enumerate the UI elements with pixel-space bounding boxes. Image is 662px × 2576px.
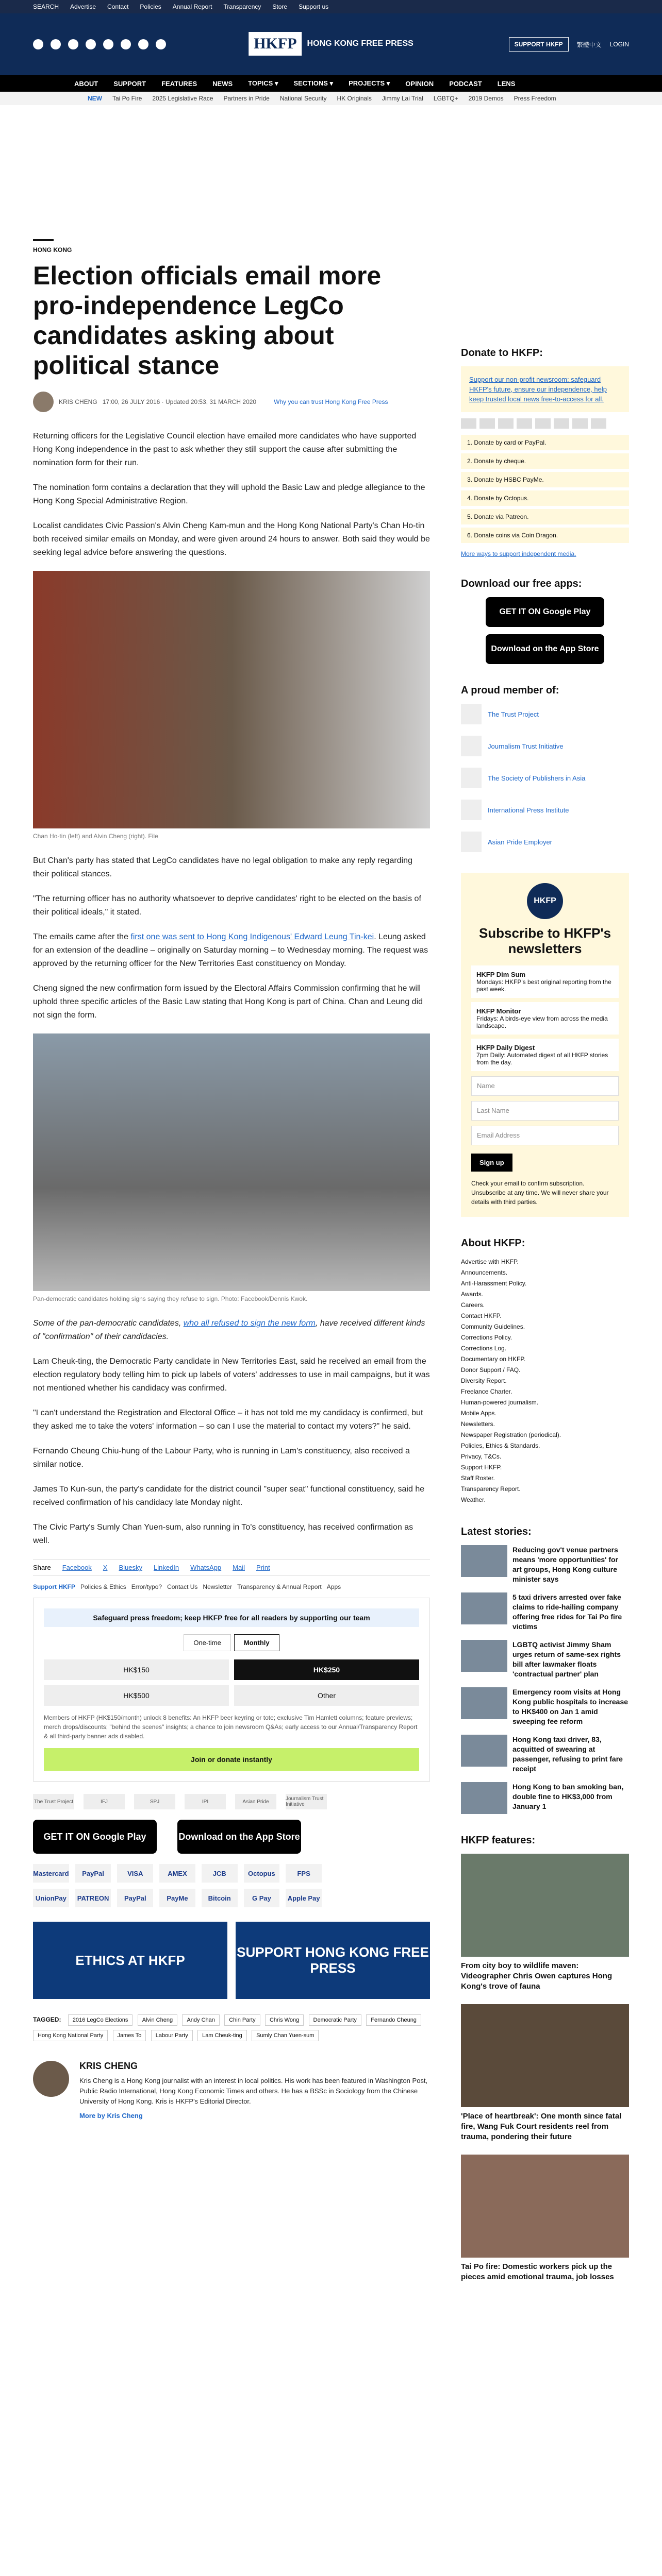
trending-link[interactable]: 2025 Legislative Race: [152, 95, 213, 102]
option-desc: Fridays: A birds-eye view from across the media landscape.: [476, 1015, 608, 1029]
share-mail[interactable]: Mail: [233, 1564, 245, 1571]
amount-option[interactable]: HK$500: [44, 1685, 229, 1706]
about-link[interactable]: Transparency Report.: [461, 1485, 521, 1493]
share-x[interactable]: X: [103, 1564, 108, 1571]
language-switch[interactable]: 繁體中文: [576, 41, 602, 48]
author-name[interactable]: KRIS CHENG: [59, 398, 97, 405]
latest-title: Latest stories:: [461, 1526, 532, 1537]
share-print[interactable]: Print: [256, 1564, 270, 1571]
about-link[interactable]: Support HKFP.: [461, 1464, 502, 1471]
paragraph: James To Kun-sun, the party's candidate for the district council "super seat" functional constituency, said he received confirmation of his candidacy late Monday night.: [33, 1485, 425, 1507]
newsletter-option[interactable]: [471, 1002, 619, 1035]
name-input[interactable]: Name: [471, 1076, 619, 1096]
feature-image: [461, 2004, 629, 2107]
member-name: International Press Institute: [488, 806, 569, 814]
payment-logo: Apple Pay: [286, 1889, 322, 1907]
trust-link[interactable]: Why you can trust Hong Kong Free Press: [274, 398, 388, 405]
member-logo[interactable]: [461, 768, 629, 788]
nav-news[interactable]: NEWS: [212, 79, 233, 88]
card-logos: [461, 418, 629, 429]
about-link[interactable]: Contact HKFP.: [461, 1312, 502, 1319]
paragraph: Localist candidates Civic Passion's Alvin Cheng Kam-mun and the Hong Kong National Party's Chan Ho-tin both received similar emails on Monday, and were given around 24 hours to answer. Both said they would be seeking legal advice before answering the questions.: [33, 521, 430, 557]
new-label: NEW: [88, 95, 102, 102]
story-headline: Hong Kong to ban smoking ban, double fine to HK$3,000 from January 1: [512, 1783, 624, 1810]
trending-link[interactable]: Jimmy Lai Trial: [382, 95, 423, 102]
support-links: [33, 1583, 430, 1590]
member-icon: [461, 768, 482, 788]
policies-link[interactable]: Policies: [140, 3, 161, 10]
header-actions: [509, 37, 629, 52]
support-link[interactable]: Transparency & Annual Report: [237, 1583, 322, 1590]
x-icon[interactable]: [51, 39, 61, 49]
partner-logo[interactable]: Asian Pride: [235, 1794, 276, 1809]
latest-story[interactable]: [461, 1640, 629, 1679]
member-title: A proud member of:: [461, 685, 559, 696]
support-link[interactable]: Newsletter: [203, 1583, 233, 1590]
payment-logo: AMEX: [159, 1864, 195, 1883]
advertise-link[interactable]: Advertise: [70, 3, 96, 10]
partner-logo[interactable]: SPJ: [134, 1794, 175, 1809]
site-logo[interactable]: [249, 32, 413, 56]
amount-option-selected[interactable]: HK$250: [234, 1659, 419, 1680]
nav-support[interactable]: SUPPORT: [113, 79, 146, 88]
newsletter-title: Subscribe to HKFP's newsletters: [478, 925, 611, 956]
google-play-badge[interactable]: GET IT ON Google Play: [33, 1820, 157, 1854]
payment-logo: PATREON: [75, 1889, 111, 1907]
newsletter-option[interactable]: [471, 965, 619, 998]
story-thumbnail: [461, 1687, 507, 1719]
support-link[interactable]: Support HKFP: [33, 1583, 75, 1590]
trending-link[interactable]: Press Freedom: [514, 95, 556, 102]
about-link[interactable]: Anti-Harassment Policy.: [461, 1280, 527, 1287]
email-input[interactable]: Email Address: [471, 1126, 619, 1145]
app-store-badge[interactable]: Download on the App Store: [486, 634, 604, 664]
member-logo[interactable]: [461, 704, 629, 724]
tag-list: [33, 2014, 430, 2045]
author-box: [33, 2061, 430, 2120]
share-bar: [33, 1559, 430, 1576]
paragraph: Cheng signed the new confirmation form issued by the Electoral Affairs Commission confirming that he will uphold three specific articles of the Basic Law stating that Hong Kong is part of China. Chan and Leung did not sign the form.: [33, 984, 423, 1020]
story-thumbnail: [461, 1592, 507, 1624]
partner-logo[interactable]: The Trust Project: [33, 1794, 74, 1809]
ethics-video[interactable]: ETHICS AT HKFP: [33, 1922, 227, 1999]
about-link[interactable]: Documentary on HKFP.: [461, 1355, 526, 1363]
member-name: The Society of Publishers in Asia: [488, 774, 586, 782]
latest-story[interactable]: [461, 1735, 629, 1774]
latest-story[interactable]: [461, 1782, 629, 1814]
payment-logo: G Pay: [244, 1889, 280, 1907]
member-logo[interactable]: [461, 800, 629, 820]
member-icon: [461, 736, 482, 756]
article-photo-1: [33, 571, 430, 828]
inline-link[interactable]: who all refused to sign the new form: [183, 1319, 316, 1328]
support-link[interactable]: Contact Us: [167, 1583, 198, 1590]
card-icon: [554, 418, 569, 429]
share-label: Share: [33, 1564, 51, 1571]
amount-option-other[interactable]: Other: [234, 1685, 419, 1706]
transparency-link[interactable]: Transparency: [223, 3, 261, 10]
partner-logo[interactable]: Journalism Trust Initiative: [286, 1794, 327, 1809]
card-icon: [535, 418, 551, 429]
tag[interactable]: Fernando Cheung: [366, 2014, 421, 2026]
card-icon: [517, 418, 532, 429]
newsletter-option[interactable]: [471, 1039, 619, 1071]
one-time-button[interactable]: One-time: [184, 1634, 230, 1651]
option-desc: Mondays: HKFP's best original reporting from the past week.: [476, 978, 611, 993]
feature-headline: 'Place of heartbreak': One month since fatal fire, Wang Fuk Court residents reel from trauma, pondering their future: [461, 2112, 622, 2141]
story-thumbnail: [461, 1735, 507, 1767]
facebook-icon[interactable]: [33, 39, 43, 49]
paragraph-text: . Leung asked for an extension of the deadline – originally on Saturday morning – to Wednesday morning. The request was approved by the returning officer for the New Territories East constituency on Monday.: [33, 933, 428, 968]
member-icon: [461, 832, 482, 852]
about-link[interactable]: Mobile Apps.: [461, 1410, 496, 1417]
paragraph: Lam Cheuk-ting, the Democratic Party candidate in New Territories East, said he received an email from the election regulatory body telling him to pick up labels of voters' addresses to use in mail campaigns, but it was not mentioned whether his candidacy was confirmed.: [33, 1357, 430, 1393]
payment-logo: VISA: [117, 1864, 153, 1883]
frequency-toggle: [44, 1634, 419, 1651]
author-bio: Kris Cheng is a Hong Kong journalist with an interest in local politics. His work has been featured in Washington Post, Public Radio International, Hong Kong Economic Times and others. He has a BSSc in Sociology from the Chinese University of Hong Kong. Kris is HKFP's Editorial Director.: [79, 2077, 428, 2105]
rss-icon[interactable]: [156, 39, 166, 49]
annual-report-link[interactable]: Annual Report: [172, 3, 212, 10]
payment-logo: Octopus: [244, 1864, 280, 1883]
site-header: [0, 13, 662, 75]
tag[interactable]: Labour Party: [151, 2030, 193, 2041]
paragraph-text: The emails came after the: [33, 933, 131, 941]
donation-method[interactable]: 2. Donate by cheque.: [461, 453, 629, 469]
donate-button[interactable]: Join or donate instantly: [44, 1748, 419, 1771]
app-badges: [33, 1820, 430, 1854]
about-list: [461, 1257, 629, 1505]
paragraph: [33, 1317, 430, 1344]
nav-features[interactable]: FEATURES: [161, 79, 197, 88]
payment-logo: FPS: [286, 1864, 322, 1883]
about-link[interactable]: Diversity Report.: [461, 1377, 507, 1384]
card-icon: [461, 418, 476, 429]
telegram-icon[interactable]: [103, 39, 113, 49]
story-headline: Reducing gov't venue partners means 'more opportunities' for art groups, Hong Kong culture minister says: [512, 1546, 619, 1583]
about-link[interactable]: Human-powered journalism.: [461, 1399, 539, 1406]
paragraph: The nomination form contains a declaration that they will uphold the Basic Law and pledge allegiance to the Hong Kong Special Administrative Region.: [33, 483, 425, 505]
author-box-name[interactable]: KRIS CHENG: [79, 2061, 138, 2071]
feature-story[interactable]: [461, 2004, 629, 2142]
instagram-icon[interactable]: [86, 39, 96, 49]
nav-opinion[interactable]: OPINION: [405, 79, 434, 88]
donation-method[interactable]: 6. Donate coins via Coin Dragon.: [461, 528, 629, 543]
story-thumbnail: [461, 1545, 507, 1577]
option-title: HKFP Dim Sum: [476, 971, 526, 978]
support-link[interactable]: Apps: [326, 1583, 341, 1590]
logo-text: HONG KONG FREE PRESS: [307, 39, 413, 48]
paragraph: Fernando Cheung Chiu-hung of the Labour Party, who is running in Lam's constituency, also received a similar notice.: [33, 1447, 410, 1469]
app-store-badge[interactable]: Download on the App Store: [177, 1820, 301, 1854]
story-thumbnail: [461, 1640, 507, 1672]
option-title: HKFP Daily Digest: [476, 1044, 535, 1052]
amount-option[interactable]: HK$150: [44, 1659, 229, 1680]
tag[interactable]: Sumly Chan Yuen-sum: [252, 2030, 319, 2041]
member-icon: [461, 800, 482, 820]
nav-podcast[interactable]: PODCAST: [449, 79, 482, 88]
tag[interactable]: 2016 LegCo Elections: [68, 2014, 133, 2026]
main-nav: [0, 75, 662, 92]
logo-mark: HKFP: [249, 32, 302, 56]
option-title: HKFP Monitor: [476, 1007, 521, 1015]
feature-image: [461, 1854, 629, 1957]
feature-headline: From city boy to wildlife maven: Videographer Chris Owen captures Hong Kong's trove of fauna: [461, 1961, 613, 1991]
paragraph-text: , have received different kinds of "confirmation" of their candidacies.: [33, 1319, 425, 1341]
article-photo-2: [33, 1033, 430, 1291]
paragraph: But Chan's party has stated that LegCo candidates have no legal obligation to make any reply regarding their political stances.: [33, 856, 412, 878]
share-whatsapp[interactable]: WhatsApp: [190, 1564, 222, 1571]
support-hkfp-button[interactable]: SUPPORT HKFP: [509, 37, 569, 52]
share-linkedin[interactable]: LinkedIn: [154, 1564, 179, 1571]
donation-method[interactable]: 1. Donate by card or PayPal.: [461, 435, 629, 450]
card-icon: [572, 418, 588, 429]
latest-story[interactable]: [461, 1545, 629, 1584]
author-avatar: [33, 392, 54, 412]
tags-label: TAGGED:: [33, 2016, 61, 2023]
donate-title: Donate to HKFP:: [461, 347, 543, 359]
payment-methods: [33, 1864, 322, 1907]
partner-logo[interactable]: IFJ: [84, 1794, 125, 1809]
feature-headline: Tai Po fire: Domestic workers pick up the pieces amid emotional trauma, job losses: [461, 2262, 614, 2281]
trending-link[interactable]: 2019 Demos: [468, 95, 504, 102]
about-link[interactable]: Weather.: [461, 1496, 486, 1503]
sidebar: [461, 347, 629, 2295]
paragraph: [33, 930, 430, 971]
donate-widget: [33, 1598, 430, 1782]
paragraph: "I can't understand the Registration and Electoral Office – it has not told me my candidacy is confirmed, but they asked me to take the voters' information – so can I use the material to contact my voters?" he said.: [33, 1409, 423, 1431]
tag[interactable]: Democratic Party: [309, 2014, 361, 2026]
youtube-icon[interactable]: [68, 39, 78, 49]
payment-logo: Bitcoin: [202, 1889, 238, 1907]
donate-heading: Safeguard press freedom; keep HKFP free for all readers by supporting our team: [44, 1608, 419, 1627]
nav-topics[interactable]: TOPICS ▾: [248, 79, 278, 87]
paragraph-text: Some of the pan-democratic candidates,: [33, 1319, 184, 1328]
donation-methods: [461, 435, 629, 543]
paragraph: "The returning officer has no authority whatsoever to deprive candidates' right to be elected on the basis of their political ideals," it stated.: [33, 894, 421, 917]
donation-method[interactable]: 3. Donate by HSBC PayMe.: [461, 472, 629, 487]
trending-link[interactable]: HK Originals: [337, 95, 372, 102]
about-link[interactable]: Corrections Log.: [461, 1345, 507, 1352]
inline-link[interactable]: first one was sent to Hong Kong Indigenous' Edward Leung Tin-kei: [130, 933, 374, 941]
donate-pitch-text[interactable]: Support our non-profit newsroom: safeguard HKFP's future, ensure our independence, help keep trusted local news free-to-access for all.: [469, 376, 607, 403]
google-play-badge[interactable]: GET IT ON Google Play: [486, 597, 604, 627]
about-link[interactable]: Awards.: [461, 1291, 484, 1298]
about-link[interactable]: Corrections Policy.: [461, 1334, 512, 1341]
trending-link[interactable]: National Security: [279, 95, 327, 102]
article-body: [33, 239, 430, 2120]
article-kicker[interactable]: HONG KONG: [33, 239, 54, 253]
about-link[interactable]: Policies, Ethics & Standards.: [461, 1442, 540, 1449]
author-photo: [33, 2061, 69, 2097]
paragraph: Returning officers for the Legislative Council election have emailed more candidates who have supported Hong Kong independence in the past to ask whether they still support the cause after submitting the nomination form for their run.: [33, 432, 417, 467]
about-link[interactable]: Careers.: [461, 1301, 485, 1309]
sign-up-button[interactable]: Sign up: [471, 1154, 512, 1172]
more-ways-link[interactable]: More ways to support independent media.: [461, 550, 576, 557]
amount-options: [44, 1659, 419, 1706]
tag[interactable]: Lam Cheuk-ting: [197, 2030, 247, 2041]
feature-story[interactable]: [461, 1854, 629, 1992]
nav-about[interactable]: ABOUT: [74, 79, 98, 88]
payment-logo: UnionPay: [33, 1889, 69, 1907]
support-video[interactable]: SUPPORT HONG KONG FREE PRESS: [236, 1922, 430, 1999]
payment-logo: PayPal: [75, 1864, 111, 1883]
tag[interactable]: Chris Wong: [265, 2014, 304, 2026]
newsletter-signup: [461, 873, 629, 1217]
support-link[interactable]: Policies & Ethics: [80, 1583, 126, 1590]
member-name: The Trust Project: [488, 710, 539, 718]
about-title: About HKFP:: [461, 1238, 525, 1249]
story-headline: LGBTQ activist Jimmy Sham urges return of same-sex rights bill after lawmaker floats 'contractual partner' plan: [512, 1640, 621, 1678]
member-logo[interactable]: [461, 736, 629, 756]
share-facebook[interactable]: Facebook: [62, 1564, 92, 1571]
member-name: Asian Pride Employer: [488, 838, 552, 846]
monthly-button[interactable]: Monthly: [234, 1634, 279, 1651]
donation-method[interactable]: 4. Donate by Octopus.: [461, 490, 629, 506]
features-title: HKFP features:: [461, 1835, 536, 1846]
donation-method[interactable]: 5. Donate via Patreon.: [461, 509, 629, 524]
payment-logo: PayPal: [117, 1889, 153, 1907]
about-link[interactable]: Freelance Charter.: [461, 1388, 512, 1395]
member-logo[interactable]: [461, 832, 629, 852]
tag[interactable]: Alvin Cheng: [138, 2014, 177, 2026]
article-title: Election officials email more pro-independence LegCo candidates asking about political stance: [33, 261, 382, 380]
paragraph: The Civic Party's Sumly Chan Yuen-sum, also running in To's constituency, has received confirmation as well.: [33, 1523, 413, 1545]
payment-logo: JCB: [202, 1864, 238, 1883]
card-icon: [479, 418, 495, 429]
trending-link[interactable]: Tai Po Fire: [112, 95, 142, 102]
story-headline: 5 taxi drivers arrested over fake claims to ride-hailing company offering free rides for Tai Po fire victims: [512, 1593, 622, 1631]
tag[interactable]: Hong Kong National Party: [33, 2030, 108, 2041]
linkedin-icon[interactable]: [138, 39, 148, 49]
photo-caption: Pan-democratic candidates holding signs saying they refuse to sign. Photo: Facebook/Dennis Kwok.: [33, 1295, 308, 1302]
card-icon: [498, 418, 514, 429]
newsletter-logo: HKFP: [527, 883, 563, 919]
about-link[interactable]: Newsletters.: [461, 1420, 495, 1428]
social-icons: [33, 39, 166, 49]
apps-title: Download our free apps:: [461, 578, 582, 589]
about-link[interactable]: Announcements.: [461, 1269, 508, 1276]
partner-logo[interactable]: IPI: [185, 1794, 226, 1809]
tag[interactable]: James To: [113, 2030, 146, 2041]
member-name: Journalism Trust Initiative: [488, 742, 564, 750]
tag[interactable]: Andy Chan: [182, 2014, 219, 2026]
about-link[interactable]: Advertise with HKFP.: [461, 1258, 519, 1265]
photo-caption: Chan Ho-tin (left) and Alvin Cheng (right). File: [33, 833, 158, 840]
newsletter-note: Check your email to confirm subscription. Unsubscribe at any time. We will never share your details with third parties.: [471, 1180, 609, 1206]
story-headline: Emergency room visits at Hong Kong public hospitals to increase to HK$400 on Jan 1 amid sweeping fee reform: [512, 1688, 628, 1725]
about-link[interactable]: Privacy, T&Cs.: [461, 1453, 502, 1460]
article-date: 17:00, 26 JULY 2016 · Updated 20:53, 31 MARCH 2020: [102, 398, 257, 405]
payment-logo: PayMe: [159, 1889, 195, 1907]
story-thumbnail: [461, 1782, 507, 1814]
share-bluesky[interactable]: Bluesky: [119, 1564, 142, 1571]
story-headline: Hong Kong taxi driver, 83, acquitted of swearing at passenger, refusing to print fare receipt: [512, 1735, 623, 1773]
donate-note: Members of HKFP (HK$150/month) unlock 8 benefits: An HKFP beer keyring or tote; exclusive Tim Hamlett columns; feature previews; merch drops/discounts; "behind the scenes" insights; a chance to join newsroom Q&As; early access to our Annual/Transparency Report & all third-party banner ads disabled.: [44, 1714, 418, 1740]
feature-image: [461, 2155, 629, 2258]
feature-story[interactable]: [461, 2155, 629, 2282]
search-link[interactable]: SEARCH: [33, 3, 59, 10]
promo-videos: [33, 1922, 430, 1999]
contact-link[interactable]: Contact: [107, 3, 129, 10]
about-link[interactable]: Newspaper Registration (periodical).: [461, 1431, 561, 1438]
tag[interactable]: Chin Party: [224, 2014, 260, 2026]
nav-sections[interactable]: SECTIONS ▾: [293, 79, 334, 87]
top-utility-bar: [0, 0, 662, 13]
about-link[interactable]: Staff Roster.: [461, 1475, 495, 1482]
trending-link[interactable]: Partners in Pride: [223, 95, 270, 102]
about-link[interactable]: Community Guidelines.: [461, 1323, 525, 1330]
support-link[interactable]: Error/typo?: [131, 1583, 162, 1590]
last-name-input[interactable]: Last Name: [471, 1101, 619, 1121]
support-us-link[interactable]: Support us: [299, 3, 329, 10]
nav-projects[interactable]: PROJECTS ▾: [349, 79, 390, 87]
latest-story[interactable]: [461, 1592, 629, 1632]
store-link[interactable]: Store: [272, 3, 288, 10]
about-link[interactable]: Donor Support / FAQ.: [461, 1366, 521, 1374]
trending-link[interactable]: LGBTQ+: [433, 95, 458, 102]
latest-story[interactable]: [461, 1687, 629, 1726]
option-desc: 7pm Daily: Automated digest of all HKFP stories from the day.: [476, 1052, 608, 1066]
byline: [33, 392, 430, 412]
member-icon: [461, 704, 482, 724]
donate-pitch: [461, 366, 629, 412]
email-icon[interactable]: [121, 39, 131, 49]
more-by-author-link[interactable]: More by Kris Cheng: [79, 2112, 143, 2120]
card-icon: [591, 418, 606, 429]
trending-bar: [0, 92, 662, 105]
nav-lens[interactable]: LENS: [497, 79, 516, 88]
payment-logo: Mastercard: [33, 1864, 69, 1883]
partner-logos: [33, 1794, 430, 1809]
login-link[interactable]: LOGIN: [609, 41, 629, 48]
